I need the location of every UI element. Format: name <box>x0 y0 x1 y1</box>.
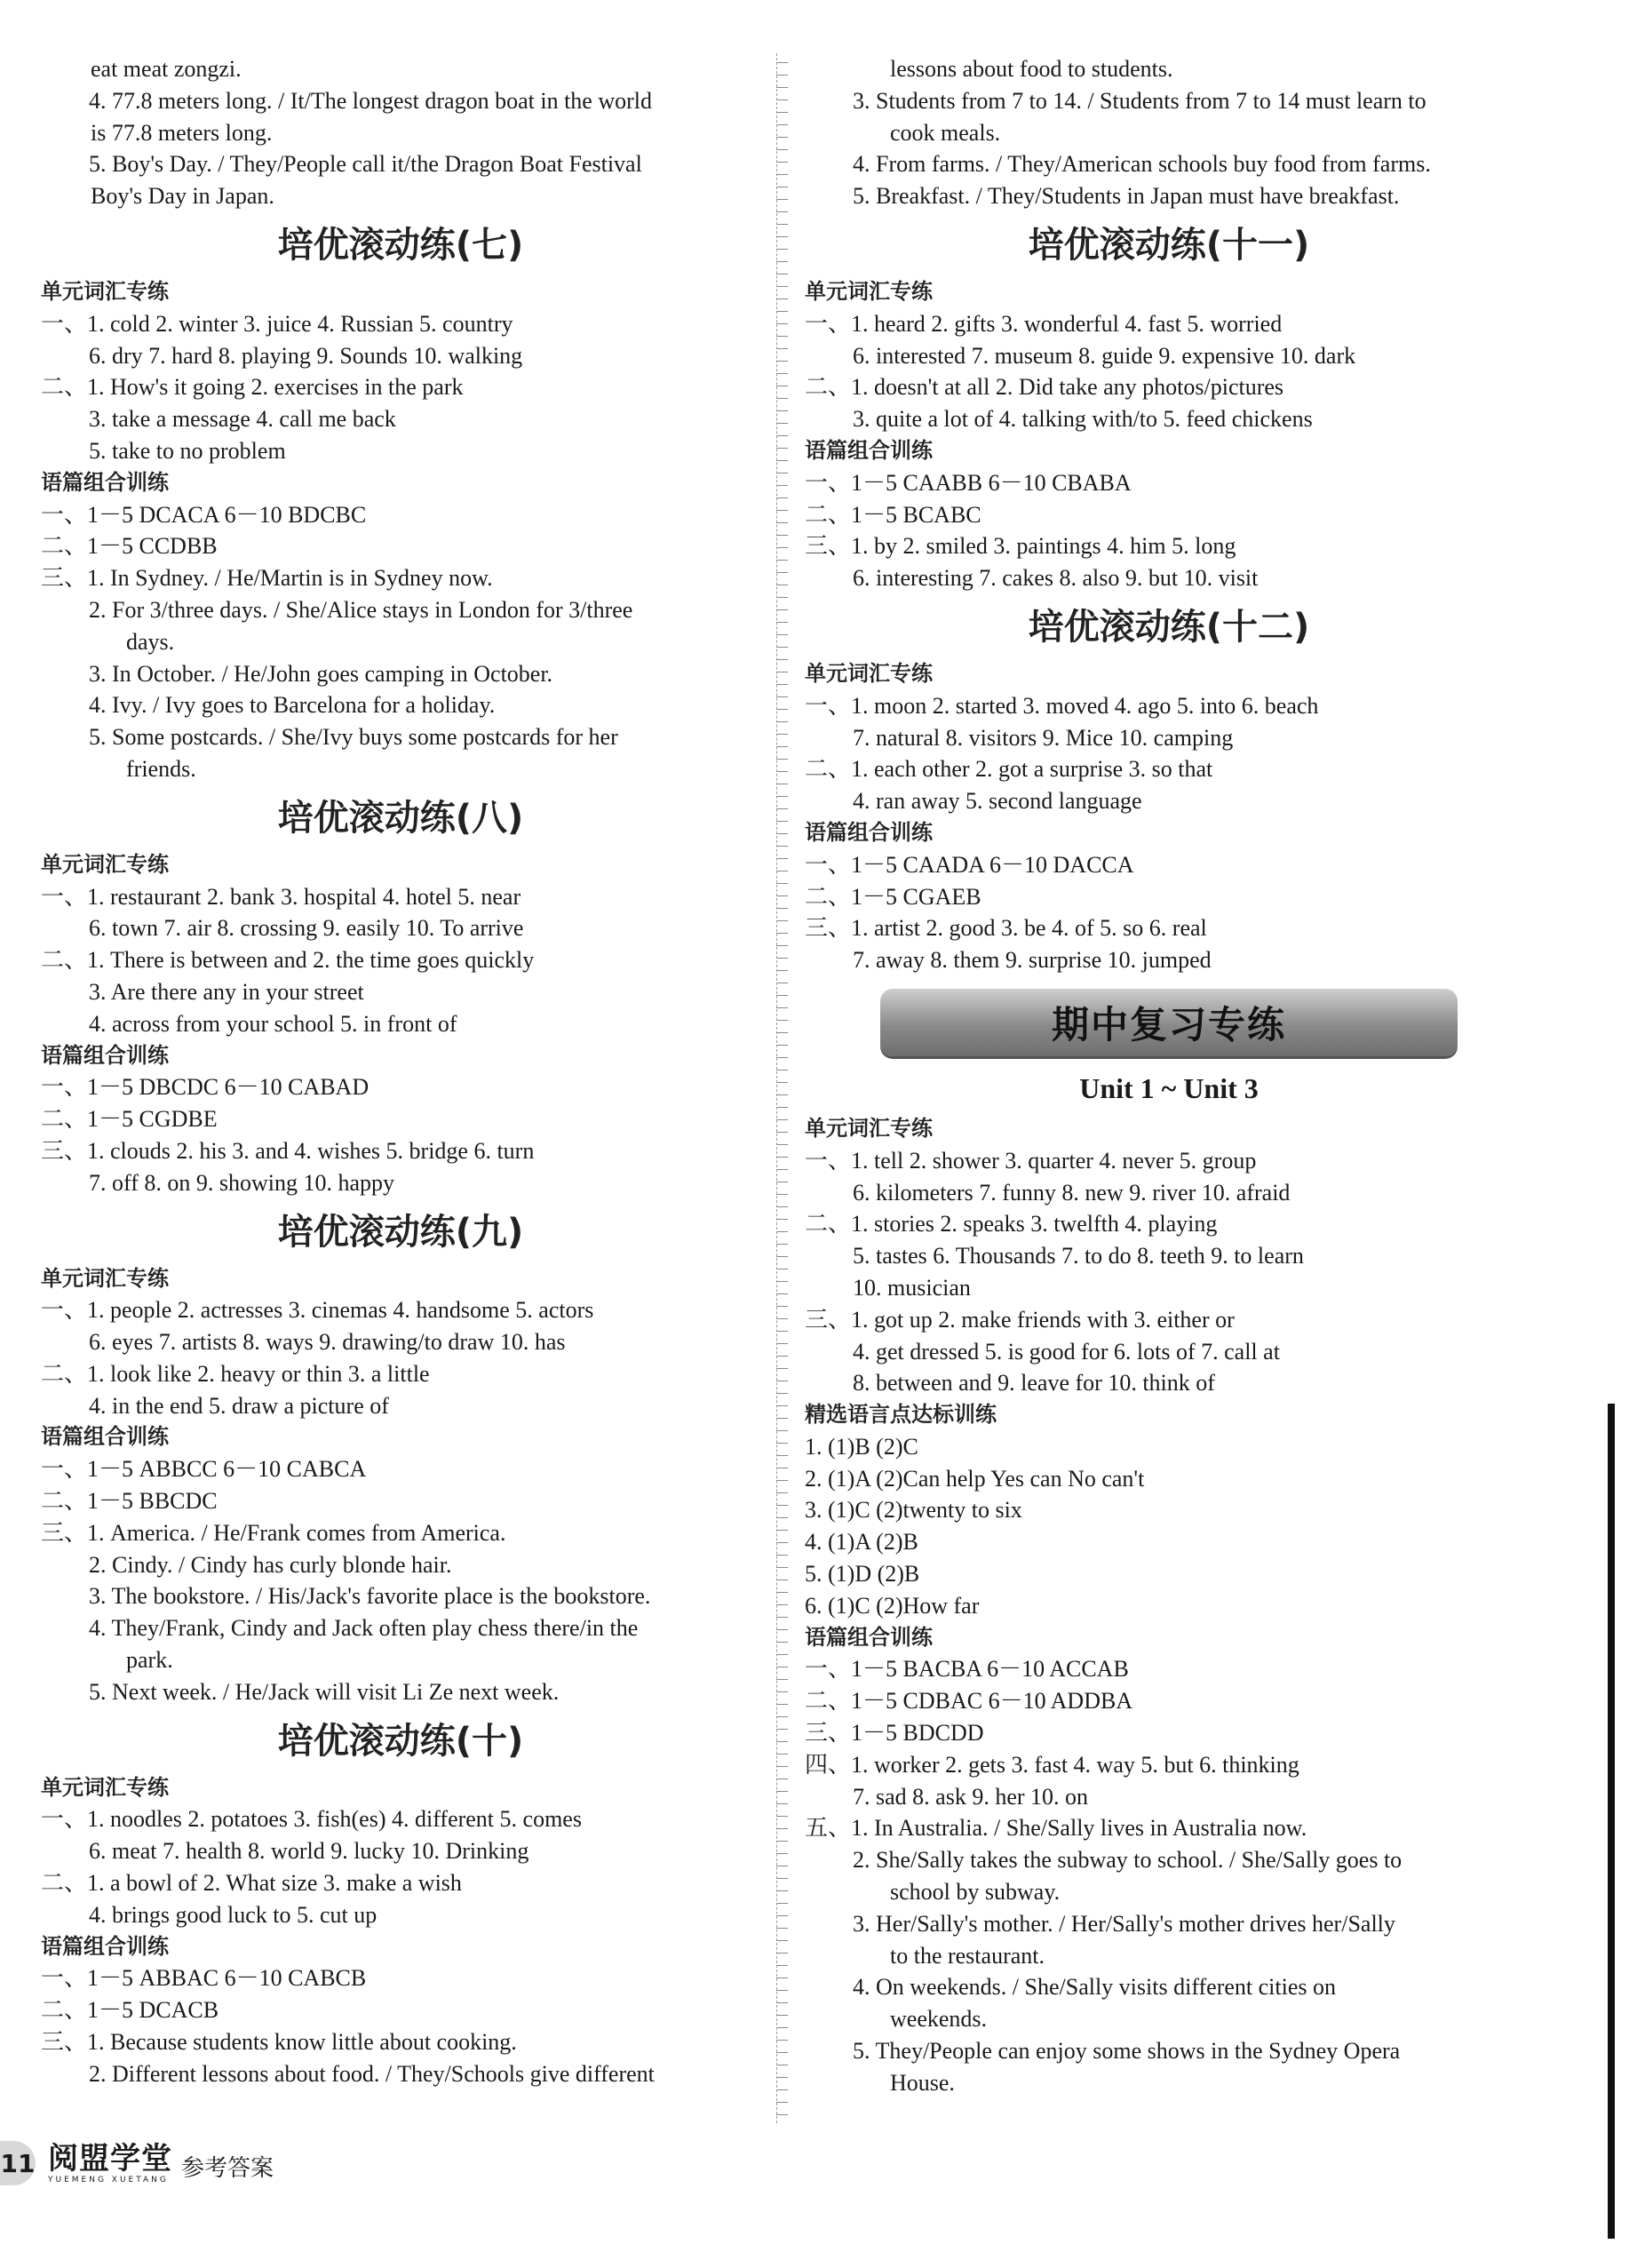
answer-line: 三、1. In Sydney. / He/Martin is in Sydney now. <box>41 565 493 592</box>
answer-line: 一、1. people 2. actresses 3. cinemas 4. handsome 5. actors <box>41 1297 594 1324</box>
answer-line: 4. Ivy. / Ivy goes to Barcelona for a holiday. <box>89 692 496 719</box>
answer-line: 一、1. cold 2. winter 3. juice 4. Russian 5. country <box>41 310 513 337</box>
answer-line: 4. 77.8 meters long. / It/The longest dragon boat in the world <box>89 87 652 114</box>
answer-line: 一、1. moon 2. started 3. moved 4. ago 5. into 6. beach <box>805 692 1319 719</box>
answer-line: to the restaurant. <box>890 1942 1045 1969</box>
answer-line: 一、1. noodles 2. potatoes 3. fish(es) 4. different 5. comes <box>41 1806 582 1833</box>
brand-name: 阅盟学堂 <box>48 2141 172 2176</box>
answer-line: 三、1. America. / He/Frank comes from America. <box>41 1519 506 1546</box>
answer-line: friends. <box>126 755 196 782</box>
subsection-heading: 语篇组合训练 <box>805 437 933 463</box>
section-title: 培优滚动练(十二) <box>1028 606 1310 648</box>
section-title: 培优滚动练(十) <box>277 1720 524 1762</box>
answer-line: 4. get dressed 5. is good for 6. lots of 7. call at <box>853 1338 1280 1365</box>
answer-line: 二、1－5 CDBAC 6－10 ADDBA <box>805 1688 1133 1715</box>
answer-line: 4. From farms. / They/American schools buy food from farms. <box>853 151 1431 178</box>
answer-line: 6. (1)C (2)How far <box>805 1592 980 1619</box>
answer-line: 一、1. restaurant 2. bank 3. hospital 4. hotel 5. near <box>41 883 521 910</box>
answer-line: 三、1. got up 2. make friends with 3. either or <box>805 1306 1235 1333</box>
page-footer <box>0 2137 274 2190</box>
answer-line: 一、1. heard 2. gifts 3. wonderful 4. fast 5. worried <box>805 310 1283 337</box>
answer-line: 5. (1)D (2)B <box>805 1561 920 1588</box>
answer-line: 5. take to no problem <box>89 437 286 464</box>
answer-line: 6. dry 7. hard 8. playing 9. Sounds 10. walking <box>89 342 523 369</box>
answer-line: 二、1. doesn't at all 2. Did take any photos/pictures <box>805 374 1284 401</box>
answer-line: 7. sad 8. ask 9. her 10. on <box>853 1783 1089 1810</box>
answer-line: 5. Breakfast. / They/Students in Japan must have breakfast. <box>853 183 1400 210</box>
answer-line: 3. (1)C (2)twenty to six <box>805 1497 1022 1524</box>
answer-line: 6. interesting 7. cakes 8. also 9. but 10. visit <box>853 565 1259 592</box>
midterm-banner-title: 期中复习专练 <box>1051 1002 1286 1046</box>
answer-key-label: 参考答案 <box>181 2155 274 2182</box>
answer-line: 二、1－5 BCABC <box>805 501 981 528</box>
answer-line: 二、1－5 DCACB <box>41 1997 219 2024</box>
answer-line: 二、1－5 CGAEB <box>805 883 981 910</box>
answer-line: 5. Next week. / He/Jack will visit Li Ze next week. <box>89 1678 560 1705</box>
subsection-heading: 单元词汇专练 <box>805 278 933 304</box>
answer-line: 二、1－5 CCDBB <box>41 533 218 560</box>
answer-line: 一、1－5 CAADA 6－10 DACCA <box>805 851 1134 878</box>
answer-line: 一、1. tell 2. shower 3. quarter 4. never 5. group <box>805 1147 1257 1174</box>
answer-line: 一、1－5 ABBCC 6－10 CABCA <box>41 1456 367 1483</box>
answer-line: 3. Her/Sally's mother. / Her/Sally's mother drives her/Sally <box>853 1910 1395 1937</box>
subsection-heading: 语篇组合训练 <box>805 1624 933 1650</box>
subsection-heading: 精选语言点达标训练 <box>805 1402 997 1428</box>
answer-line: 一、1－5 BACBA 6－10 ACCAB <box>805 1656 1129 1683</box>
answer-line: 6. town 7. air 8. crossing 9. easily 10. To arrive <box>89 915 524 942</box>
answer-line: 7. away 8. them 9. surprise 10. jumped <box>853 947 1212 974</box>
answer-line: 4. brings good luck to 5. cut up <box>89 1901 377 1928</box>
unit-range-heading: Unit 1 ~ Unit 3 <box>1079 1071 1259 1104</box>
answer-line: 3. quite a lot of 4. talking with/to 5. feed chickens <box>853 406 1313 433</box>
answer-line: 6. kilometers 7. funny 8. new 9. river 10. afraid <box>853 1179 1291 1206</box>
subsection-heading: 单元词汇专练 <box>805 1115 933 1141</box>
answer-line: 2. Different lessons about food. / They/Schools give different <box>89 2060 655 2087</box>
answer-line: 五、1. In Australia. / She/Sally lives in Australia now. <box>805 1815 1307 1842</box>
answer-line: lessons about food to students. <box>890 56 1173 82</box>
section-title: 培优滚动练(十一) <box>1028 224 1310 266</box>
subsection-heading: 单元词汇专练 <box>41 1774 169 1800</box>
subsection-heading: 语篇组合训练 <box>41 1042 169 1068</box>
answer-line: 5. tastes 6. Thousands 7. to do 8. teeth 9. to learn <box>853 1243 1304 1269</box>
answer-line: 10. musician <box>853 1274 971 1301</box>
answer-line: 7. natural 8. visitors 9. Mice 10. camping <box>853 724 1234 751</box>
answer-line: 2. For 3/three days. / She/Alice stays in London for 3/three <box>89 596 633 623</box>
answer-line: is 77.8 meters long. <box>91 119 273 146</box>
subsection-heading: 语篇组合训练 <box>41 1933 169 1959</box>
answer-line: 二、1. look like 2. heavy or thin 3. a little <box>41 1360 430 1387</box>
answer-line: 一、1－5 ABBAC 6－10 CABCB <box>41 1965 367 1992</box>
answer-line: 8. between and 9. leave for 10. think of <box>853 1370 1215 1397</box>
answer-line: weekends. <box>890 2006 988 2033</box>
answer-line: days. <box>126 628 175 655</box>
answer-line: House. <box>890 2069 955 2096</box>
answer-line: 6. eyes 7. artists 8. ways 9. drawing/to draw 10. has <box>89 1329 566 1356</box>
answer-line: 5. Some postcards. / She/Ivy buys some postcards for her <box>89 724 618 751</box>
answer-line: 三、1. Because students know little about cooking. <box>41 2029 517 2056</box>
answer-line: park. <box>126 1647 173 1674</box>
answer-line: 一、1－5 DBCDC 6－10 CABAD <box>41 1074 370 1101</box>
answer-line: 3. Are there any in your street <box>89 978 364 1005</box>
midterm-banner <box>880 989 1458 1056</box>
answer-line: 一、1－5 CAABB 6－10 CBABA <box>805 469 1132 496</box>
section-title: 培优滚动练(九) <box>277 1211 524 1253</box>
answer-line: 7. off 8. on 9. showing 10. happy <box>89 1169 395 1196</box>
subsection-heading: 语篇组合训练 <box>41 1424 169 1450</box>
section-title: 培优滚动练(七) <box>277 224 524 266</box>
answer-line: 二、1－5 CGDBE <box>41 1106 218 1133</box>
answer-line: Boy's Day in Japan. <box>91 183 274 210</box>
subsection-heading: 单元词汇专练 <box>805 660 933 686</box>
answer-line: 4. (1)A (2)B <box>805 1529 918 1556</box>
answer-line: 二、1. a bowl of 2. What size 3. make a wish <box>41 1870 462 1897</box>
answer-line: 3. The bookstore. / His/Jack's favorite place is the bookstore. <box>89 1583 651 1610</box>
section-title: 培优滚动练(八) <box>277 797 524 839</box>
answer-line: 6. meat 7. health 8. world 9. lucky 10. Drinking <box>89 1838 529 1865</box>
answer-line: 三、1－5 BDCDD <box>805 1720 984 1747</box>
answer-line: 2. She/Sally takes the subway to school. / She/Sally goes to <box>853 1847 1403 1874</box>
answer-line: 3. take a message 4. call me back <box>89 406 396 433</box>
answer-line: 四、1. worker 2. gets 3. fast 4. way 5. but 6. thinking <box>805 1751 1299 1778</box>
column-divider <box>776 53 788 2123</box>
subsection-heading: 单元词汇专练 <box>41 278 169 304</box>
answer-line: 2. Cindy. / Cindy has curly blonde hair. <box>89 1551 452 1578</box>
answer-line: 5. Boy's Day. / They/People call it/the Dragon Boat Festival <box>89 151 642 178</box>
answer-line: 一、1－5 DCACA 6－10 BDCBC <box>41 501 367 528</box>
brand-pinyin: YUEMENG XUETANG <box>48 2176 169 2184</box>
page-number: 11 <box>0 2141 36 2185</box>
answer-line: eat meat zongzi. <box>91 56 242 82</box>
left-column <box>41 53 760 2090</box>
answer-line: 二、1－5 BBCDC <box>41 1488 218 1515</box>
answer-line: 2. (1)A (2)Can help Yes can No can't <box>805 1465 1145 1492</box>
answer-line: 4. in the end 5. draw a picture of <box>89 1392 389 1419</box>
answer-line: 5. They/People can enjoy some shows in the Sydney Opera <box>853 2038 1401 2065</box>
answer-line: school by subway. <box>890 1879 1061 1906</box>
subsection-heading: 语篇组合训练 <box>805 819 933 845</box>
answer-line: 二、1. There is between and 2. the time goes quickly <box>41 947 535 974</box>
answer-line: 4. On weekends. / She/Sally visits different cities on <box>853 1974 1336 2001</box>
answer-line: 二、1. stories 2. speaks 3. twelfth 4. playing <box>805 1211 1218 1237</box>
answer-line: 三、1. artist 2. good 3. be 4. of 5. so 6. real <box>805 915 1207 942</box>
answer-line: 6. interested 7. museum 8. guide 9. expensive 10. dark <box>853 342 1356 369</box>
answer-line: 1. (1)B (2)C <box>805 1433 918 1460</box>
answer-line: cook meals. <box>890 119 1001 146</box>
answer-line: 3. Students from 7 to 14. / Students from 7 to 14 must learn to <box>853 87 1426 114</box>
page-edge-line <box>1608 1404 1615 2239</box>
answer-line: 4. across from your school 5. in front of <box>89 1010 457 1037</box>
right-column <box>805 53 1533 2099</box>
answer-line: 3. In October. / He/John goes camping in October. <box>89 660 553 687</box>
subsection-heading: 单元词汇专练 <box>41 851 169 877</box>
brand-logo <box>48 2142 172 2184</box>
answer-line: 4. They/Frank, Cindy and Jack often play chess there/in the <box>89 1615 639 1642</box>
answer-line: 4. ran away 5. second language <box>853 788 1142 815</box>
subsection-heading: 单元词汇专练 <box>41 1265 169 1291</box>
answer-line: 三、1. clouds 2. his 3. and 4. wishes 5. bridge 6. turn <box>41 1137 535 1164</box>
answer-line: 二、1. How's it going 2. exercises in the park <box>41 374 464 401</box>
answer-line: 三、1. by 2. smiled 3. paintings 4. him 5. long <box>805 533 1236 560</box>
answer-line: 二、1. each other 2. got a surprise 3. so that <box>805 756 1213 783</box>
subsection-heading: 语篇组合训练 <box>41 469 169 495</box>
